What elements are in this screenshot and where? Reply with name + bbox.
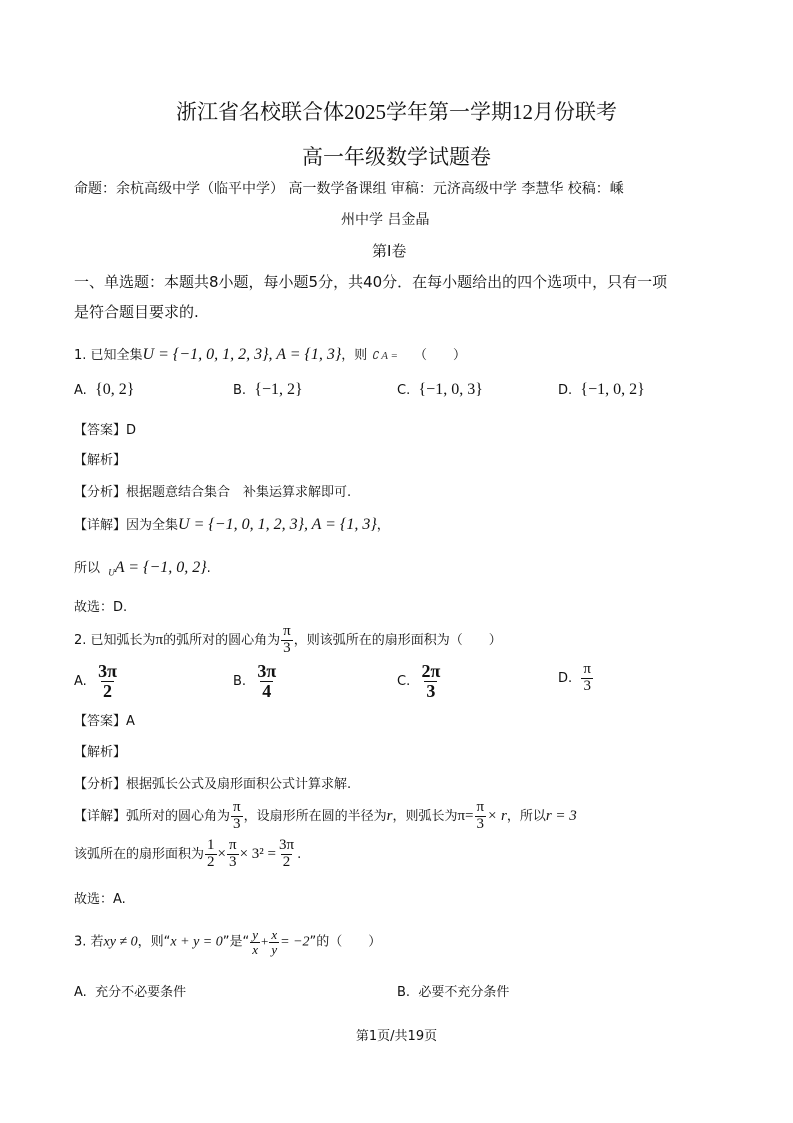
q1-option-a: A. {0, 2} — [74, 381, 135, 398]
q1-blank: （ ） — [414, 348, 467, 363]
q2-analysis-head: 【解析】 — [74, 745, 127, 760]
q1-set-a: , A = {1, 3} — [268, 346, 342, 363]
section-heading-line-1: 一、单选题：本题共8小题，每小题5分，共40分．在每小题给出的四个选项中，只有一项 — [74, 273, 668, 291]
exam-subtitle: 高一年级数学试题卷 — [302, 145, 491, 169]
question-3-stem: 3. 若xy ≠ 0，则“x + y = 0”是“ $\frac{y}{x}$ + $\frac{x}{y}$ = −2”的（ ） — [74, 927, 382, 957]
q1-set-u: U = {−1, 0, 1, 2, 3} — [142, 346, 269, 363]
q1-option-c: C. {−1, 0, 3} — [397, 381, 483, 398]
credits-line-2: 州中学 吕金晶 — [341, 212, 430, 228]
q1-stem-prefix: 1. 已知全集 — [74, 348, 143, 363]
exam-title: 浙江省名校联合体2025学年第一学期12月份联考 — [176, 100, 617, 124]
q1-option-d: D. {−1, 0, 2} — [558, 381, 645, 398]
q1-analysis: 【分析】根据题意结合集合 补集运算求解即可. — [74, 485, 352, 500]
section-heading-line-2: 是符合题目要求的. — [74, 303, 199, 321]
q1-choose: 故选：D. — [74, 600, 128, 615]
q1-stem-suffix: ，则 — [341, 348, 368, 363]
q2-area: 该弧所在的扇形面积为 $\frac{1}{2}$ × $\frac{\pi}{3}$ × 3² = $\frac{3\pi}{2}$ . — [74, 837, 302, 870]
q2-angle-fraction: $\frac{\pi}{3}$ — [283, 623, 291, 656]
question-2-stem: 2. 已知弧长为π的弧所对的圆心角为 $\frac{\pi}{3}$ ，则该弧所在的扇形面积为（ ） — [74, 623, 502, 656]
q1-detail: 【详解】因为全集U = {−1, 0, 1, 2, 3}, A = {1, 3}， — [74, 516, 390, 533]
q2-choose: 故选：A. — [74, 892, 126, 907]
page-number: 第1页/共19页 — [355, 1029, 438, 1044]
q2-option-a: A. $\frac{3\pi}{2}$ — [74, 661, 117, 701]
q3-option-b: B. 必要不充分条件 — [397, 985, 510, 1000]
q2-answer: 【答案】A — [74, 714, 135, 729]
credits-line-1: 命题：余杭高级中学（临平中学） 高一数学备课组 审稿：元济高级中学 李慧华 校稿：嵊 — [74, 181, 624, 197]
q1-so-math: A = {−1, 0, 2} — [114, 559, 207, 576]
q1-detail-math: U = {−1, 0, 1, 2, 3}, A = {1, 3} — [178, 516, 377, 533]
q2-analysis: 【分析】根据弧长公式及扇形面积公式计算求解. — [74, 777, 352, 792]
q1-analysis-head: 【解析】 — [74, 453, 127, 468]
q2-detail: 【详解】弧所对的圆心角为 $\frac{\pi}{3}$ ，设扇形所在圆的半径为r，则弧长为π= $\frac{\pi}{3}$ × r，所以r = 3 — [74, 799, 577, 832]
q1-answer: 【答案】D — [74, 423, 137, 438]
q1-so: 所以 $_U$A = {−1, 0, 2}. — [74, 559, 211, 578]
q2-option-b: B. $\frac{3\pi}{4}$ — [233, 661, 277, 701]
q1-option-b: B. {−1, 2} — [233, 381, 303, 398]
q2-option-c: C. $\frac{2\pi}{3}$ — [397, 661, 441, 701]
q3-option-a: A. 充分不必要条件 — [74, 985, 187, 1000]
q2-option-d: D. $\frac{\pi}{3}$ — [558, 661, 591, 694]
q1-complement: ∁ A = — [371, 350, 398, 362]
volume-label: 第Ⅰ卷 — [372, 242, 407, 260]
question-1-stem — [74, 344, 466, 364]
